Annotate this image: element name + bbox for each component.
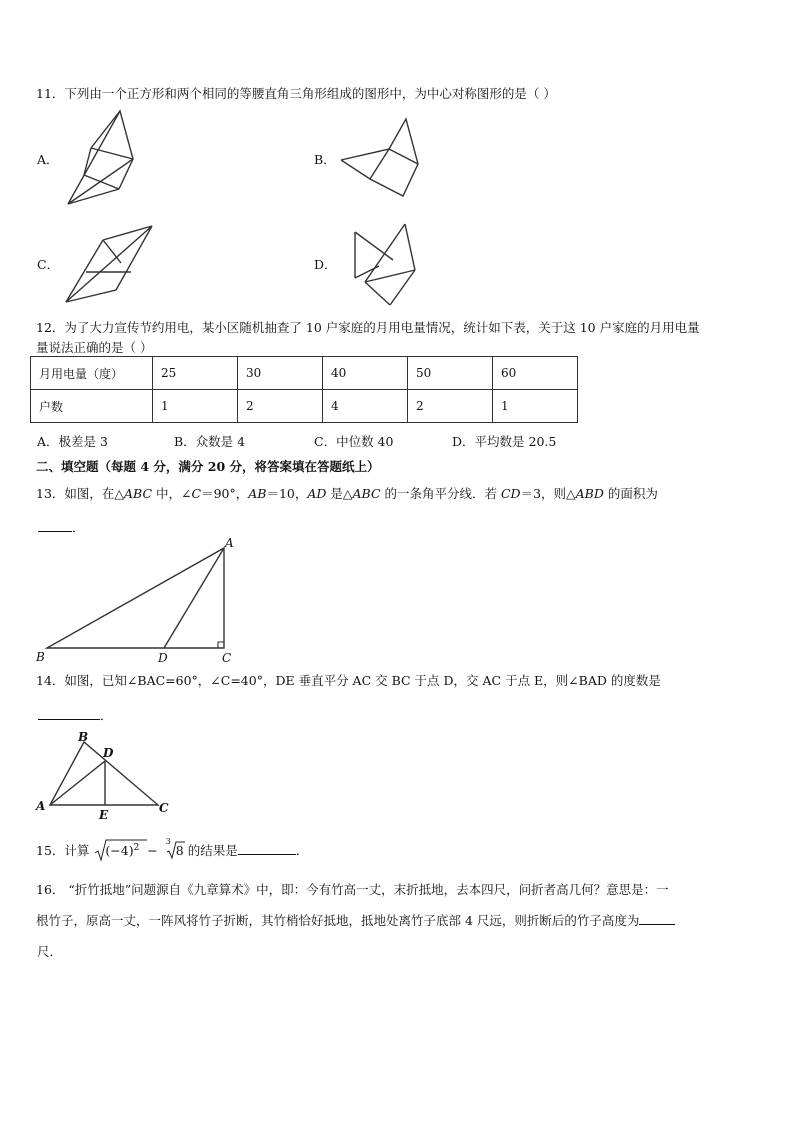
q13-label-c: C: [222, 651, 232, 665]
answer-blank: [639, 912, 675, 925]
table-cell: 30: [238, 357, 323, 390]
q11-option-a-label: A．: [37, 152, 59, 167]
table-cell: 4: [323, 390, 408, 423]
q15-end: ．: [295, 843, 309, 858]
q13-var: CD: [500, 486, 521, 501]
section-heading: 二、填空题（每题 4 分，满分 20 分，将答案填在答题纸上）: [36, 459, 380, 474]
q11-option-d-label: D．: [314, 257, 337, 272]
q11-figure-a: [60, 105, 140, 210]
table-cell: 50: [408, 357, 493, 390]
q14-label-d: D: [103, 746, 114, 760]
q16-line2: [36, 911, 675, 929]
table-row: [31, 357, 578, 390]
q14-label-c: C: [159, 801, 169, 815]
q14-triangle-figure: [30, 728, 180, 823]
q13-answer-line: [38, 518, 85, 536]
q12-stem-line2: 量说法正确的是（ ）: [36, 340, 153, 355]
answer-blank: [38, 519, 72, 532]
q11-stem: 11．下列由一个正方形和两个相同的等腰直角三角形组成的图形中，为中心对称图形的是（ ）: [36, 86, 556, 101]
answer-blank: [38, 707, 100, 720]
q12-stem-line1: 12．为了大力宣传节约用电，某小区随机抽查了 10 户家庭的月用电量情况，统计如下表，关于这 10 户家庭的月用电量: [36, 320, 700, 335]
q12-option-a: A．极差是 3: [37, 434, 108, 449]
q13-var: ABD: [575, 486, 604, 501]
q13-text: 中，∠: [152, 486, 192, 501]
q16-text: 根竹子，原高一丈，一阵风将竹子折断，其竹梢恰好抵地，抵地处离竹子底部 4 尺远，则折断后的竹子高度为: [36, 913, 640, 928]
table-cell: 25: [153, 357, 238, 390]
q13-text: 的一条角平分线．若: [380, 486, 501, 501]
q14-answer-line: [38, 706, 113, 724]
answer-blank: [238, 842, 296, 855]
table-cell: 40: [323, 357, 408, 390]
radical-sign-icon: [167, 842, 179, 860]
q13-stem: [36, 484, 658, 502]
table-row: [31, 390, 578, 423]
table-cell: 2: [238, 390, 323, 423]
q15-cube-radicand: 8: [175, 843, 184, 858]
q12-option-b: B．众数是 4: [174, 434, 246, 449]
q13-end: ．: [72, 520, 85, 535]
table-header-cell: 月用电量（度）: [31, 357, 153, 390]
q15-radicand: (−4): [105, 843, 134, 858]
q14-end: ．: [100, 708, 113, 723]
q13-var: ABC: [352, 486, 381, 501]
table-cell: 60: [493, 357, 578, 390]
q12-usage-table: [30, 356, 578, 423]
q13-text: 13．如图，在△: [36, 486, 125, 501]
q15-minus: −: [147, 843, 158, 858]
q13-text: ＝10，: [266, 486, 308, 501]
q13-var: AB: [248, 486, 267, 501]
q15-stem: [36, 837, 309, 863]
q14-label-b: B: [78, 730, 89, 744]
q13-var: ABC: [124, 486, 153, 501]
q13-text: ＝90°，: [201, 486, 249, 501]
q11-figure-b: [335, 112, 425, 202]
cube-root-expression: [165, 837, 184, 858]
table-cell: 1: [493, 390, 578, 423]
q15-exponent: 2: [133, 842, 140, 853]
radical-sign-icon: [95, 840, 107, 862]
q13-text: 是△: [326, 486, 353, 501]
q16-line3: 尺．: [37, 944, 63, 959]
q11-option-b-label: B．: [314, 152, 336, 167]
q15-text: 15．计算: [36, 843, 90, 858]
table-cell: 2: [408, 390, 493, 423]
q13-text: ＝3，则△: [520, 486, 576, 501]
q11-figure-c: [60, 220, 160, 308]
q16-line1: 16． “折竹抵地”问题源自《九章算术》中，即：今有竹高一丈，末折抵地，去本四尺，问折者高几何？意思是：一: [36, 882, 669, 897]
table-header-cell: 户数: [31, 390, 153, 423]
q13-text: 的面积为: [603, 486, 658, 501]
q13-var: C: [191, 486, 202, 501]
q14-label-e: E: [99, 808, 109, 822]
q12-option-c: C．中位数 40: [314, 434, 394, 449]
q11-option-c-label: C．: [37, 257, 60, 272]
q13-label-a: A: [225, 536, 234, 550]
q13-label-d: D: [158, 651, 168, 665]
q12-option-d: D．平均数是 20.5: [452, 434, 557, 449]
q14-label-a: A: [36, 799, 46, 813]
q15-cube-index: 3: [165, 837, 171, 846]
q15-text: 的结果是: [187, 843, 238, 858]
q14-stem: 14．如图，已知∠BAC=60°，∠C=40°，DE 垂直平分 AC 交 BC 于点 D，交 AC 于点 E，则∠BAD 的度数是: [36, 673, 661, 688]
q11-figure-d: [345, 218, 425, 313]
q13-var: AD: [307, 486, 327, 501]
q13-triangle-figure: [30, 535, 240, 670]
q13-label-b: B: [36, 650, 45, 664]
square-root-expression: [95, 843, 139, 858]
table-cell: 1: [153, 390, 238, 423]
